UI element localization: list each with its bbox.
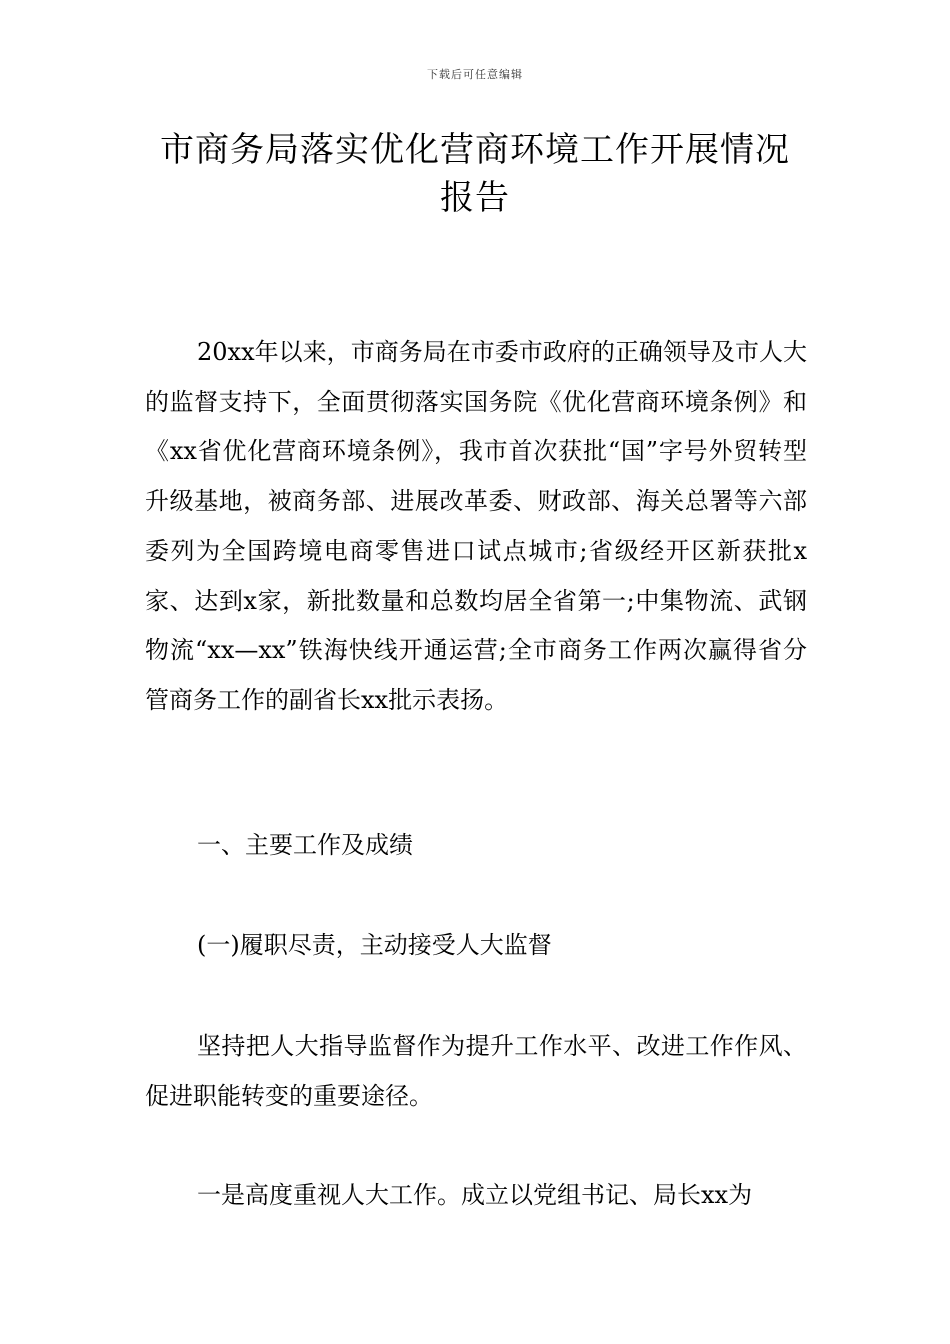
section-heading: 一、主要工作及成绩: [197, 831, 413, 859]
header-note: 下载后可任意编辑: [427, 68, 523, 81]
body-paragraph-continued: 一是高度重视人大工作。成立以党组书记、局长xx为: [197, 1181, 753, 1209]
document-title: [150, 126, 800, 222]
document-title-line-2: 报告: [440, 178, 510, 218]
subsection-heading: (一)履职尽责，主动接受人大监督: [197, 931, 552, 959]
document-title-line-1: 市商务局落实优化营商环境工作开展情况: [160, 130, 790, 170]
intro-paragraph: 20xx年以来，市商务局在市委市政府的正确领导及市人大的监督支持下，全面贯彻落实国务院《优化营商环境条例》和《xx省优化营商环境条例》，我市首次获批“国”字号外贸转型升级基地，被商务部、进展改革委、财政部、海关总署等六部委列为全国跨境电商零售进口试点城市;省级经开区新获批x家、达到x家，新批数量和总数均居全省第一;中集物流、武钢物流“xx—xx”铁海快线开通运营;全市商务工作两次赢得省分管商务工作的副省长xx批示表扬。: [145, 338, 807, 714]
body-paragraph: 坚持把人大指导监督作为提升工作水平、改进工作作风、促进职能转变的重要途径。: [145, 1032, 807, 1110]
